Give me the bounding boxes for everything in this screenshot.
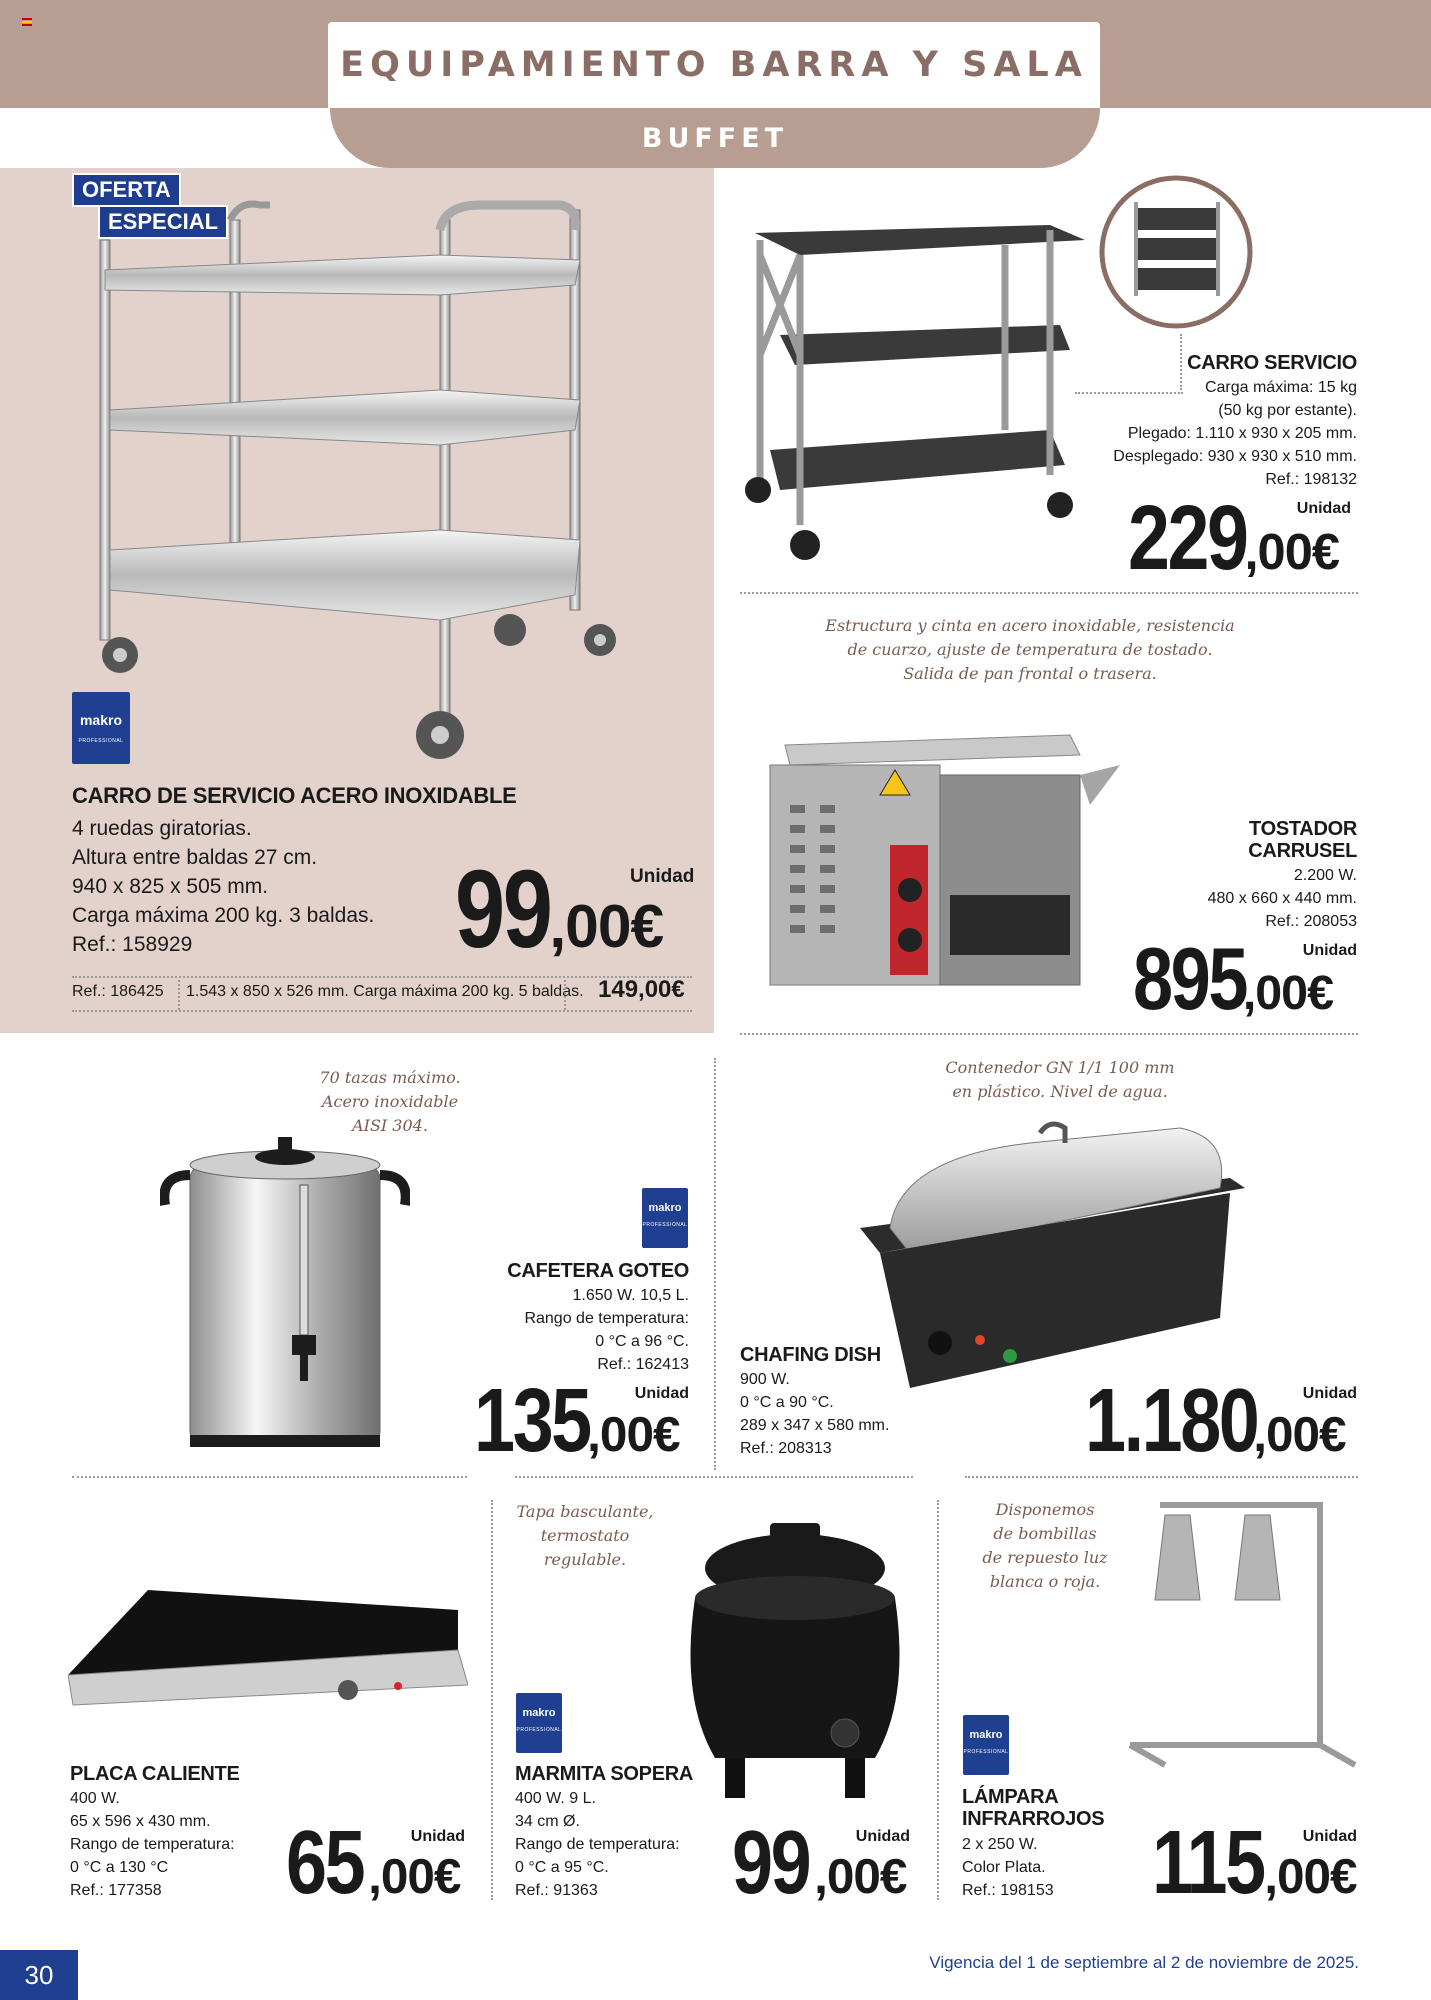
folding-cart-image bbox=[740, 215, 1100, 565]
soup-kettle-image bbox=[675, 1518, 915, 1813]
price: 65,00€ bbox=[286, 1813, 461, 1913]
product-title: TOSTADOR CARRUSEL bbox=[1248, 818, 1357, 862]
section-subtitle: BUFFET bbox=[330, 108, 1100, 168]
alt-price: 149,00€ bbox=[598, 976, 685, 1003]
product-title: PLACA CALIENTE bbox=[70, 1763, 240, 1785]
divider bbox=[740, 1033, 1358, 1035]
product-specs: 2.200 W. 480 x 660 x 440 mm. Ref.: 208053 bbox=[1207, 867, 1357, 930]
badge-line1: OFERTA bbox=[72, 173, 181, 207]
alt-desc: 1.543 x 850 x 526 mm. Carga máxima 200 kg. 5 baldas. bbox=[186, 983, 584, 1000]
product-note: Tapa basculante, termostato regulable. bbox=[516, 1502, 654, 1569]
alt-ref: Ref.: 186425 bbox=[72, 983, 164, 1000]
divider bbox=[714, 1058, 716, 1470]
price: 99,00€ bbox=[732, 1813, 907, 1913]
chafing-dish-image bbox=[850, 1118, 1250, 1398]
heat-lamp-image bbox=[1125, 1500, 1365, 1780]
unit-label: Unidad bbox=[410, 1828, 465, 1845]
price: 135,00€ bbox=[474, 1371, 680, 1471]
product-note: Disponemos de bombillas de repuesto luz blanca o roja. bbox=[982, 1500, 1108, 1591]
divider bbox=[72, 1476, 467, 1478]
product-note: Contenedor GN 1/1 100 mm en plástico. Nivel de agua. bbox=[945, 1058, 1175, 1101]
product-specs: 2 x 250 W. Color Plata. Ref.: 198153 bbox=[962, 1836, 1054, 1899]
product-title: CARRO DE SERVICIO ACERO INOXIDABLE bbox=[72, 783, 517, 808]
coffee-urn-image bbox=[160, 1135, 410, 1455]
product-specs: 900 W. 0 °C a 90 °C. 289 x 347 x 580 mm. Ref.: 208313 bbox=[740, 1371, 890, 1457]
divider bbox=[740, 592, 1358, 594]
validity-note: Vigencia del 1 de septiembre al 2 de noviembre de 2025. bbox=[929, 1953, 1359, 1972]
unit-label: Unidad bbox=[634, 1385, 689, 1402]
makro-logo: makro PROFESSIONAL bbox=[963, 1715, 1009, 1775]
product-note: Estructura y cinta en acero inoxidable, resistencia de cuarzo, ajuste de temperatura de tostado. Salida de pan frontal o trasera. bbox=[825, 616, 1235, 683]
product-title: CHAFING DISH bbox=[740, 1344, 881, 1366]
flag-icon bbox=[22, 18, 32, 28]
section-title: EQUIPAMIENTO BARRA Y SALA bbox=[328, 22, 1100, 108]
product-title: CARRO SERVICIO bbox=[1187, 352, 1357, 374]
divider bbox=[937, 1500, 939, 1900]
makro-logo: makro PROFESSIONAL bbox=[516, 1693, 562, 1753]
unit-label: Unidad bbox=[630, 866, 695, 887]
badge-line2: ESPECIAL bbox=[98, 205, 228, 239]
price: 115,00€ bbox=[1152, 1813, 1357, 1913]
price: 229,00€ bbox=[1128, 487, 1339, 589]
product-title: LÁMPARA INFRARROJOS bbox=[962, 1786, 1105, 1830]
product-specs: 400 W. 65 x 596 x 430 mm. Rango de temperatura: 0 °C a 130 °C Ref.: 177358 bbox=[70, 1790, 235, 1899]
makro-logo: makro PROFESSIONAL bbox=[72, 692, 130, 764]
divider bbox=[72, 1010, 692, 1012]
product-specs: 1.650 W. 10,5 L. Rango de temperatura: 0 °C a 96 °C. Ref.: 162413 bbox=[524, 1287, 689, 1373]
conveyor-toaster-image bbox=[760, 725, 1120, 1010]
page-number: 30 bbox=[0, 1950, 78, 2000]
unit-label: Unidad bbox=[1302, 1385, 1357, 1402]
price: 895,00€ bbox=[1133, 929, 1334, 1028]
divider bbox=[965, 1476, 1358, 1478]
folded-cart-thumbnail bbox=[1098, 174, 1254, 330]
unit-label: Unidad bbox=[1302, 942, 1357, 959]
hot-plate-image bbox=[68, 1590, 468, 1735]
product-specs: 400 W. 9 L. 34 cm Ø. Rango de temperatura: 0 °C a 95 °C. Ref.: 91363 bbox=[515, 1790, 680, 1899]
price: 99,00€ bbox=[455, 848, 664, 971]
divider bbox=[515, 1476, 913, 1478]
divider bbox=[491, 1500, 493, 1900]
product-specs: Carga máxima: 15 kg (50 kg por estante). Plegado: 1.110 x 930 x 205 mm. Desplegado: 930 x 930 x 510 mm. Ref.: 198132 bbox=[1113, 379, 1357, 488]
makro-logo: makro PROFESSIONAL bbox=[642, 1188, 688, 1248]
product-specs: 4 ruedas giratorias. Altura entre baldas 27 cm. 940 x 825 x 505 mm. Carga máxima 200 kg. 3 baldas. Ref.: 158929 bbox=[72, 817, 375, 956]
divider bbox=[178, 980, 180, 1010]
stainless-trolley-image bbox=[80, 200, 680, 770]
divider bbox=[564, 980, 566, 1010]
unit-label: Unidad bbox=[1302, 1828, 1357, 1845]
product-title: MARMITA SOPERA bbox=[515, 1763, 694, 1785]
unit-label: Unidad bbox=[855, 1828, 910, 1845]
unit-label: Unidad bbox=[1296, 500, 1351, 517]
price: 1.180,00€ bbox=[1085, 1371, 1346, 1471]
product-note: 70 tazas máximo. Acero inoxidable AISI 304. bbox=[319, 1068, 461, 1135]
product-title: CAFETERA GOTEO bbox=[507, 1260, 689, 1282]
